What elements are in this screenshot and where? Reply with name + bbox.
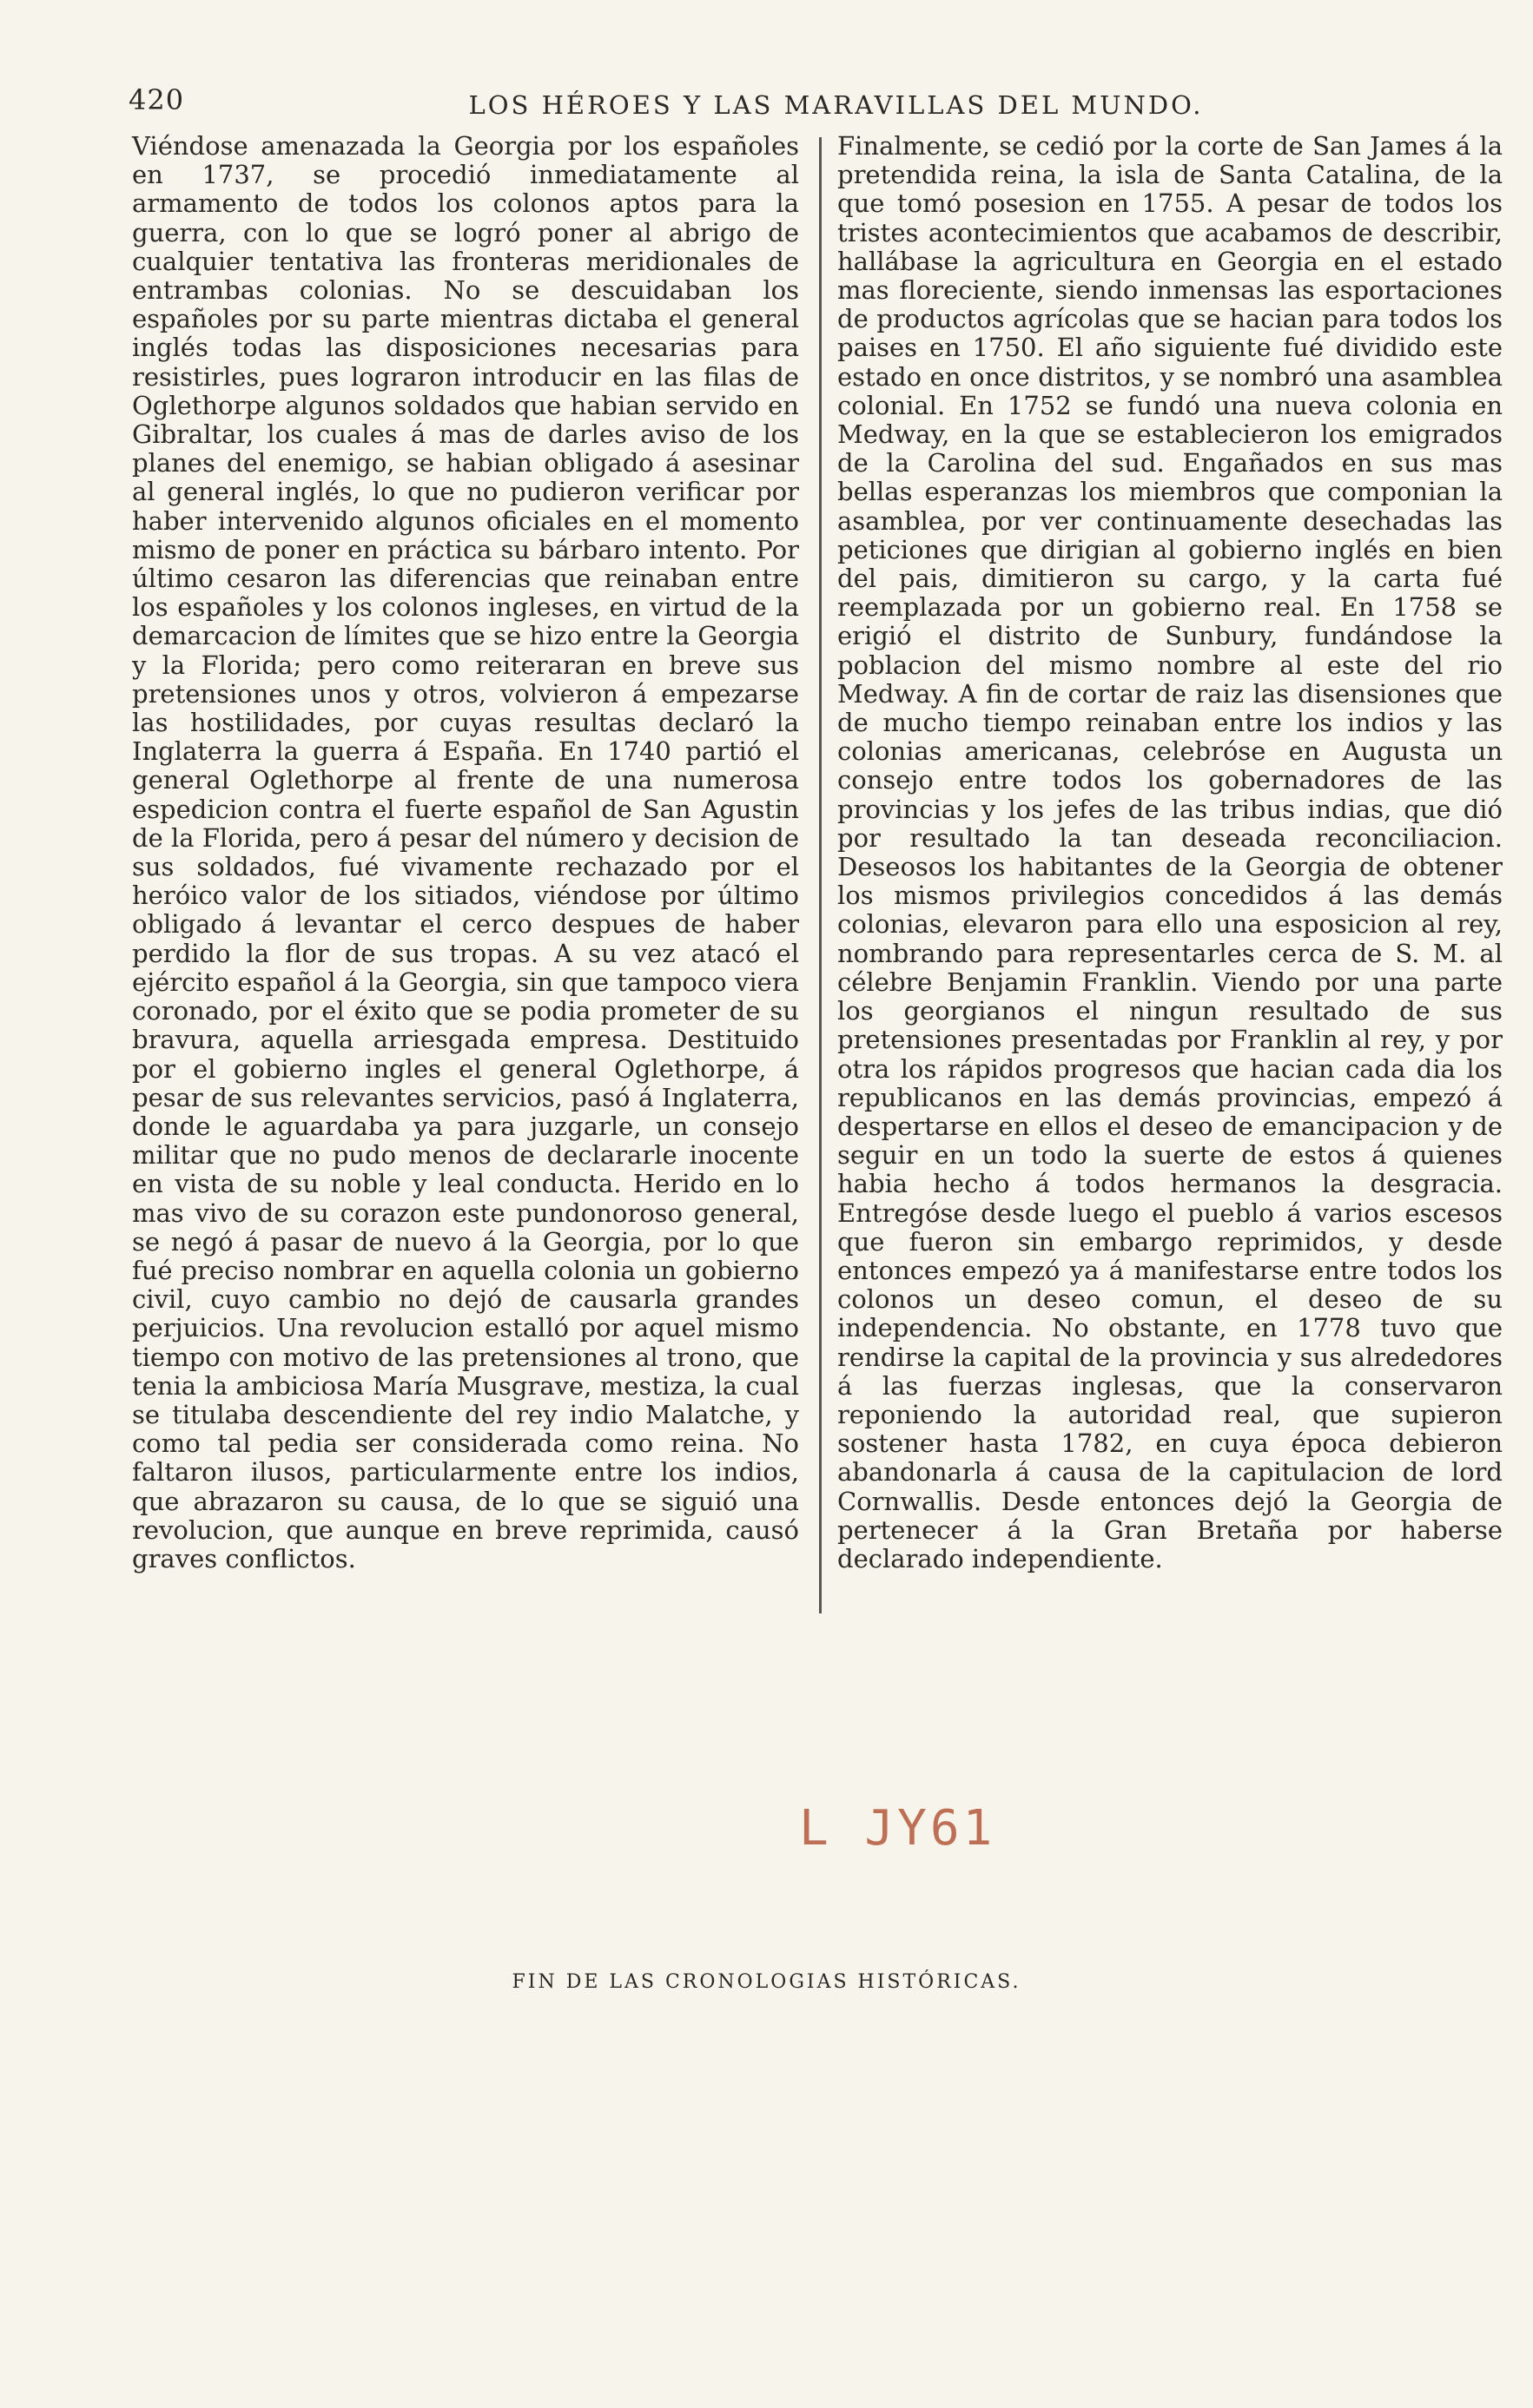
library-stamp: L JY61 — [799, 1800, 996, 1857]
end-note: FIN DE LAS CRONOLOGIAS HISTÓRICAS. — [512, 1971, 1021, 1993]
left-column-text: Viéndose amenazada la Georgia por los españoles en 1737, se procedió inmediatamente al armamento de todos los colonos aptos para la guerra, con lo que se logró poner al abrigo de cualquier tentativa las fronteras meridionales de entrambas colonias. No se descuidaban los españoles por su parte mientras dictaba el general inglés todas las disposiciones necesarias para resistirles, pues lograron introducir en las filas de Oglethorpe algunos soldados que habian servido en Gibraltar, los cuales á mas de darles aviso de los planes del enemigo, se habian obligado á asesinar al general inglés, lo que no pudieron verificar por haber intervenido algunos oficiales en el momento mismo de poner en práctica su bárbaro intento. Por último cesaron las diferencias que reinaban entre los españoles y los colonos ingleses, en virtud de la demarcacion de límites que se hizo entre la Georgia y la Florida; pero como reiteraran en breve sus pretensiones unos y otros, volvieron á empezarse las hostilidades, por cuyas resultas declaró la Inglaterra la guerra á España. En 1740 partió el general Oglethorpe al frente de una numerosa espedicion contra el fuerte español de San Agustin de la Florida, pero á pesar del número y decision de sus soldados, fué vivamente rechazado por el heróico valor de los sitiados, viéndose por último obligado á levantar el cerco despues de haber perdido la flor de sus tropas. A su vez atacó el ejército español á la Georgia, sin que tampoco viera coronado, por el éxito que se podia prometer de su bravura, aquella arriesgada empresa. Destituido por el gobierno ingles el general Oglethorpe, á pesar de sus relevantes servicios, pasó á Inglaterra, donde le aguardaba ya para juzgarle, un consejo militar que no pudo menos de declararle inocente en vista de su noble y leal conducta. Herido en lo mas vivo de su corazon este pundonoroso general, se negó á pasar de nuevo á la Georgia, por lo que fué preciso nombrar en aquella colonia un gobierno civil, cuyo cambio no dejó de causarla grandes perjuicios. Una revolucion estalló por aquel mismo tiempo con motivo de las pretensiones al trono, que tenia la ambiciosa María Musgrave, mestiza, la cual se titulaba descendiente del rey indio Malatche, y como tal pedia ser considerada como reina. No faltaron ilusos, particularmente entre los indios, que abrazaron su causa, de lo que se siguió una revolucion, que aunque en breve reprimida, causó graves conflictos. — [132, 131, 799, 1573]
right-column-text: Finalmente, se cedió por la corte de San James á la pretendida reina, la isla de Santa Catalina, de la que tomó posesion en 1755. A pesar de todos los tristes acontecimientos que acabamos de describir, hallábase la agricultura en Georgia en el estado mas floreciente, siendo inmensas las esportaciones de productos agrícolas que se hacian para todos los paises en 1750. El año siguiente fué dividido este estado en once distritos, y se nombró una asamblea colonial. En 1752 se fundó una nueva colonia en Medway, en la que se establecieron los emigrados de la Carolina del sud. Engañados en sus mas bellas esperanzas los miembros que componian la asamblea, por ver continuamente desechadas las peticiones que dirigian al gobierno inglés en bien del pais, dimitieron su cargo, y la carta fué reemplazada por un gobierno real. En 1758 se erigió el distrito de Sunbury, fundándose la poblacion del mismo nombre al este del rio Medway. A fin de cortar de raiz las disensiones que de mucho tiempo reinaban entre los indios y las colonias americanas, celebróse en Augusta un consejo entre todos los gobernadores de las provincias y los jefes de las tribus indias, que dió por resultado la tan deseada reconciliacion. Deseosos los habitantes de la Georgia de obtener los mismos privilegios concedidos á las demás colonias, elevaron para ello una esposicion al rey, nombrando para representarles cerca de S. M. al célebre Benjamin Franklin. Viendo por una parte los georgianos el ningun resultado de sus pretensiones presentadas por Franklin al rey, y por otra los rápidos progresos que hacian cada dia los republicanos en las demás provincias, empezó á despertarse en ellos el deseo de emancipacion y de seguir en un todo la suerte de estos á quienes habia hecho á todos hermanos la desgracia. Entregóse desde luego el pueblo á varios escesos que fueron sin embargo reprimidos, y desde entonces empezó ya á manifestarse entre todos los colonos un deseo comun, el deseo de su independencia. No obstante, en 1778 tuvo que rendirse la capital de la provincia y sus alrededores á las fuerzas inglesas, que la conservaron reponiendo la autoridad real, que supieron sostener hasta 1782, en cuya época debieron abandonarla á causa de la capitulacion de lord Cornwallis. Desde entonces dejó la Georgia de pertenecer á la Gran Bretaña por haberse declarado independiente. — [837, 131, 1503, 1573]
page-number: 420 — [129, 83, 185, 116]
running-title: LOS HÉROES Y LAS MARAVILLAS DEL MUNDO. — [468, 90, 1204, 120]
right-column — [837, 132, 1503, 1573]
left-column — [132, 132, 799, 1573]
column-divider — [819, 137, 822, 1613]
